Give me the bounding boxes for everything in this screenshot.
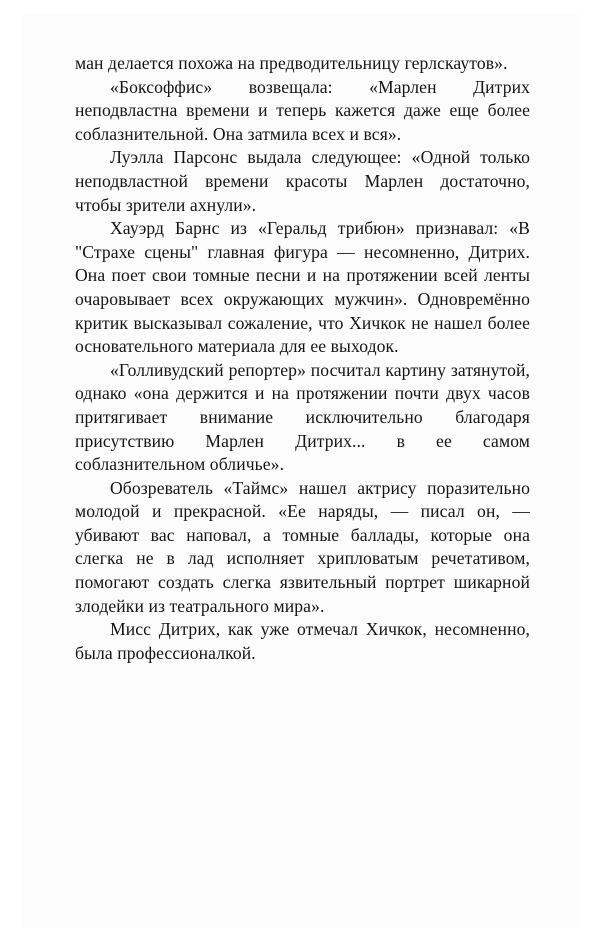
paragraph-boxoffice-quote: «Боксоффис» возвещала: «Марлен Дитрих неподвластна времени и теперь кажется даже еще более соблазнительной. Она затмила всех и вся». xyxy=(75,76,530,144)
paragraph-conclusion: Мисс Дитрих, как уже отмечал Хичкок, несомненно, была профессионалкой. xyxy=(75,619,530,663)
paragraph-barnes-review: Хауэрд Барнс из «Геральд трибюн» признавал: «В "Страхе сцены" главная фигура — несомненно, Дитрих. Она поет свои томные песни и на протяжении всей ленты очаровывает всех окружающих мужчин». Одновремённо критик высказывал сожаление, что Хичкок не нашел более основательного материала для ее выходок. xyxy=(75,218,530,357)
page-body-text xyxy=(75,52,530,665)
paragraph-parsons-quote: Луэлла Парсонс выдала следующее: «Одной только неподвластной времени красоты Марлен достаточно, чтобы зрители ахнули». xyxy=(75,147,530,215)
paragraph-hollywood-reporter: «Голливудский репортер» посчитал картину затянутой, однако «она держится и на протяжении почти двух часов притягивает внимание исключительно благодаря присутствию Марлен Дитрих... в ее самом соблазнительном обличье». xyxy=(75,359,530,475)
paragraph-continued: ман делается похожа на предводительницу герлскаутов». xyxy=(75,53,508,73)
paragraph-times-review: Обозреватель «Таймс» нашел актрису поразительно молодой и прекрасной. «Ее наряды, — писал он, — убивают вас наповал, а томные баллады, которые она слегка не в лад исполняет хрипловатым речетативом, помогают создать слегка язвительный портрет шикарной злодейки из театрального мира». xyxy=(75,477,530,616)
